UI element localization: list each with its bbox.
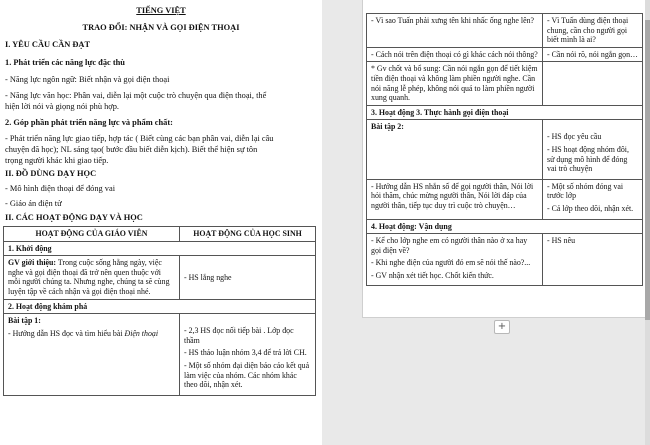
table-row — [367, 105, 643, 120]
table-row — [4, 314, 316, 396]
exercise-heading: Bài tập 1: — [8, 316, 41, 326]
table-row — [367, 47, 643, 62]
subsection-heading: 2. Góp phần phát triển năng lực và phẩm chất: — [5, 118, 173, 127]
body-line: - Năng lực ngôn ngữ: Biết nhận và gọi điện thoại — [5, 75, 170, 84]
teacher-cell — [4, 256, 180, 299]
body-line: trọng người khác khi giao tiếp. — [5, 156, 109, 165]
student-activity: - HS hoạt động nhóm đôi, sử dụng mô hình để đóng vai trò chuyện — [547, 144, 629, 174]
body-line: - Năng lực văn học: Phân vai, diễn lại một cuộc trò chuyện qua điện thoại, thể — [5, 91, 267, 100]
student-activity: - HS đọc yêu cầu — [547, 132, 602, 142]
section-heading: II. CÁC HOẠT ĐỘNG DẠY VÀ HỌC — [5, 213, 143, 222]
body-line: - Mô hình điện thoại để đóng vai — [5, 184, 116, 193]
document-page-left — [0, 0, 322, 445]
gv-intro-label: GV giới thiệu: — [8, 258, 57, 268]
table-row — [367, 234, 643, 286]
body-line: hiện lời nói và giọng nói phù hợp. — [5, 102, 120, 111]
body-line: chuyện đã học); NL sáng tạo( bước đầu biết diễn kịch). Biết thể hiện sự tôn — [5, 145, 258, 154]
activity-heading: 2. Hoạt động khám phá — [4, 299, 316, 314]
student-column-header: HOẠT ĐỘNG CỦA HỌC SINH — [180, 227, 316, 242]
lesson-title: TRAO ĐỔI: NHẬN VÀ GỌI ĐIỆN THOẠI — [82, 23, 240, 32]
student-activity: - Cả lớp theo dõi, nhận xét. — [547, 203, 634, 213]
student-cell: - Vì Tuấn dùng điện thoại chung, cần cho người gọi biết mình là ai? — [543, 14, 643, 48]
table-row — [4, 299, 316, 314]
section-heading: II. ĐỒ DÙNG DẠY HỌC — [5, 169, 97, 178]
body-line: - Giáo án điện tử — [5, 199, 62, 208]
section-heading: I. YÊU CẦU CẦN ĐẠT — [5, 40, 91, 49]
teacher-cell — [367, 234, 543, 286]
student-cell — [180, 314, 316, 396]
table-header-row — [4, 227, 316, 242]
teacher-cell: - Cách nói trên điện thoại có gì khác cách nói thông? — [367, 47, 543, 62]
exercise-heading: Bài tập 2: — [371, 122, 404, 132]
teacher-instruction: - GV nhận xét tiết học. Chốt kiến thức. — [371, 270, 494, 280]
student-cell: - HS nêu — [543, 234, 643, 286]
teacher-cell: - Vì sao Tuấn phải xưng tên khi nhấc ống nghe lên? — [367, 14, 543, 48]
student-cell — [543, 120, 643, 179]
teacher-cell — [4, 314, 180, 396]
student-activity: - Một số nhóm đại diện báo cáo kết quả làm việc của nhóm. Các nhóm khác theo dõi, nhận xét. — [184, 360, 310, 390]
activities-table-continued — [366, 13, 643, 286]
student-activity: - Một số nhóm đóng vai trước lớp — [547, 181, 624, 201]
teacher-cell: - Hướng dẫn HS nhắn số để gọi người thân, Nói lời hỏi thăm, chúc mừng người thân, Nói lời đáp của người thân, tiếp tục duy trì cuộc trò chuyện… — [367, 179, 543, 219]
table-row — [367, 219, 643, 234]
student-cell: - HS lắng nghe — [180, 256, 316, 299]
scrollbar-thumb[interactable] — [645, 20, 650, 320]
student-cell: - Cần nói rõ, nói ngắn gọn… — [543, 47, 643, 62]
gv-intro-text: Trong cuộc sống hằng ngày, việc nghe và gọi điện thoại đã trở nên quen thuộc với mỗi người chúng ta. Nhưng nghe, chúng ta sẽ cùng luyện tập về cách nhận và gọi điện thoại nhé. — [8, 258, 170, 296]
teacher-instruction — [8, 329, 175, 339]
document-page-right — [362, 0, 648, 318]
student-activity: - 2,3 HS đọc nối tiếp bài . Lớp đọc thầm — [184, 326, 294, 345]
table-row — [367, 120, 643, 179]
student-activity: - HS thảo luận nhóm 3,4 để trả lời CH. — [184, 348, 307, 358]
teacher-cell: * Gv chốt và bổ sung: Cần nói ngắn gọn để tiết kiệm tiền điện thoại và không làm phiền người nghe. Cần nói năng lễ phép, không nói quá to làm phiền người xung quanh. — [367, 62, 543, 105]
body-line: - Phát triển năng lực giao tiếp, hợp tác ( Biết cùng các bạn phân vai, diễn lại câu — [5, 134, 274, 143]
add-button[interactable] — [494, 320, 510, 334]
table-row — [4, 241, 316, 256]
teacher-column-header: HOẠT ĐỘNG CỦA GIÁO VIÊN — [4, 227, 180, 242]
student-cell — [543, 179, 643, 219]
subsection-heading: 1. Phát triển các năng lực đặc thù — [5, 58, 125, 67]
plus-icon: + — [497, 321, 507, 332]
table-row — [4, 256, 316, 299]
table-row — [367, 14, 643, 48]
table-row — [367, 62, 643, 105]
teacher-cell — [367, 120, 543, 179]
activity-heading: 3. Hoạt động 3. Thực hành gọi điện thoại — [367, 105, 643, 120]
activity-heading: 4. Hoạt động: Vận dụng — [367, 219, 643, 234]
table-row — [367, 179, 643, 219]
teacher-question: - Khi nghe điện của người đó em sẽ nói thế nào?... — [371, 258, 531, 268]
teacher-question: - Kể cho lớp nghe em có người thân nào ở xa hay gọi điện về? — [371, 236, 528, 255]
activities-table — [3, 226, 316, 396]
teacher-instruction-text: - Hướng dẫn HS đọc và tìm hiểu bài — [8, 328, 125, 338]
activity-heading: 1. Khởi động — [4, 241, 316, 256]
subject-heading: TIẾNG VIỆT — [136, 6, 186, 15]
lesson-name: Điện thoại — [124, 328, 159, 338]
student-cell — [543, 62, 643, 105]
